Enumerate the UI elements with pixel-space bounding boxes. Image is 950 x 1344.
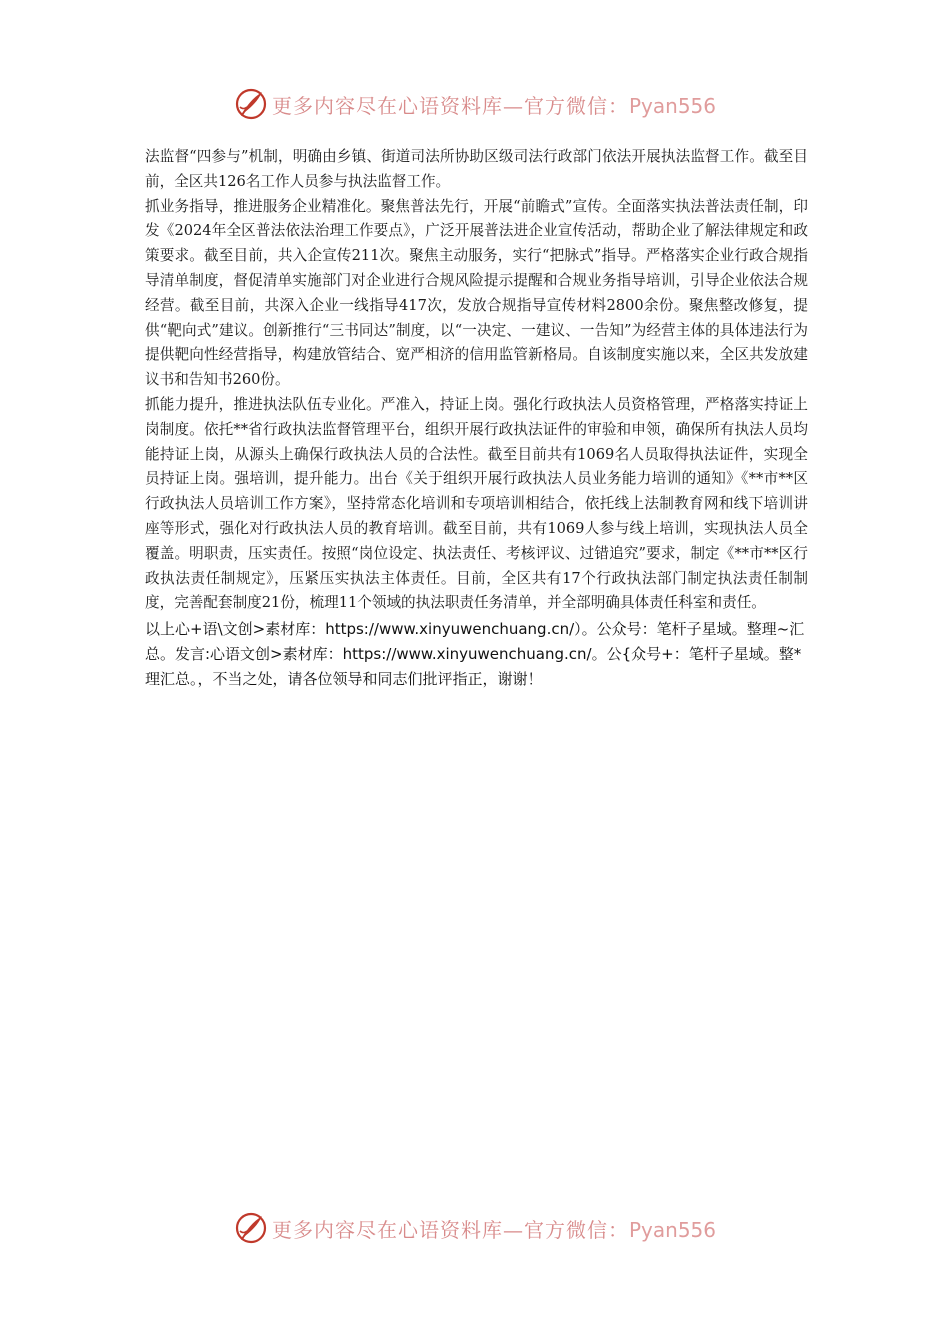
banner-text: [272, 1214, 716, 1243]
banner-label: 更多内容尽在心语资料库—官方微信：: [271, 1217, 629, 1242]
document-body: [145, 145, 808, 692]
paragraph-2: 抓业务指导，推进服务企业精准化。聚焦普法先行，开展“前瞻式”宣传。全面落实执法普法责任制，印发《2024年全区普法依法治理工作要点》，广泛开展普法进企业宣传活动，帮助企业了解法律规定和政策要求。截至目前，共入企宣传211次。聚焦主动服务，实行“把脉式”指导。严格落实企业行政合规指导清单制度，督促清单实施部门对企业进行合规风险提示提醒和合规业务指导培训，引导企业依法合规经营。截至目前，共深入企业一线指导417次，发放合规指导宣传材料2800余份。聚焦整改修复，提供“靶向式”建议。创新推行“三书同达”制度，以“一决定、一建议、一告知”为经营主体的具体违法行为提供靶向性经营指导，构建放管结合、宽严相济的信用监管新格局。自该制度实施以来，全区共发放建议书和告知书260份。: [145, 197, 808, 389]
source-note: 以上心+语\文创>素材库：https://www.xinyuwenchuang.cn/）。公众号：笔杆子星域。整理~汇总。发言:心语文创>素材库：https://www.xinyuwenchuang.cn/。公{众号+：笔杆子星域。整*理汇总。，不当之处，请各位领导和同志们批评指正，谢谢！: [145, 620, 805, 689]
banner-wechat-id: Pyan556: [628, 93, 716, 118]
paragraph-1: 法监督“四参与”机制，明确由乡镇、街道司法所协助区级司法行政部门依法开展执法监督工作。截至目前，全区共126名工作人员参与执法监督工作。: [145, 148, 808, 190]
footer-banner: [0, 1208, 950, 1248]
banner-wechat-id: Pyan556: [628, 1217, 716, 1242]
quill-pen-logo-icon: [234, 87, 268, 121]
quill-pen-logo-icon: [234, 1211, 268, 1245]
header-banner: [0, 84, 950, 124]
banner-text: [272, 90, 716, 119]
banner-label: 更多内容尽在心语资料库—官方微信：: [271, 93, 629, 118]
paragraph-3: 抓能力提升，推进执法队伍专业化。严准入，持证上岗。强化行政执法人员资格管理，严格落实持证上岗制度。依托**省行政执法监督管理平台，组织开展行政执法证件的审验和申领，确保所有执法人员均能持证上岗，从源头上确保行政执法人员的合法性。截至目前共有1069名人员取得执法证件，实现全员持证上岗。强培训，提升能力。出台《关于组织开展行政执法人员业务能力培训的通知》《**市**区行政执法人员培训工作方案》，坚持常态化培训和专项培训相结合，依托线上法制教育网和线下培训讲座等形式，强化对行政执法人员的教育培训。截至目前，共有1069人参与线上培训，实现执法人员全覆盖。明职责，压实责任。按照“岗位设定、执法责任、考核评议、过错追究”要求，制定《**市**区行政执法责任制规定》，压紧压实执法主体责任。目前，全区共有17个行政执法部门制定执法责任制制度，完善配套制度21份，梳理11个领域的执法职责任务清单，并全部明确具体责任科室和责任。: [145, 395, 808, 612]
